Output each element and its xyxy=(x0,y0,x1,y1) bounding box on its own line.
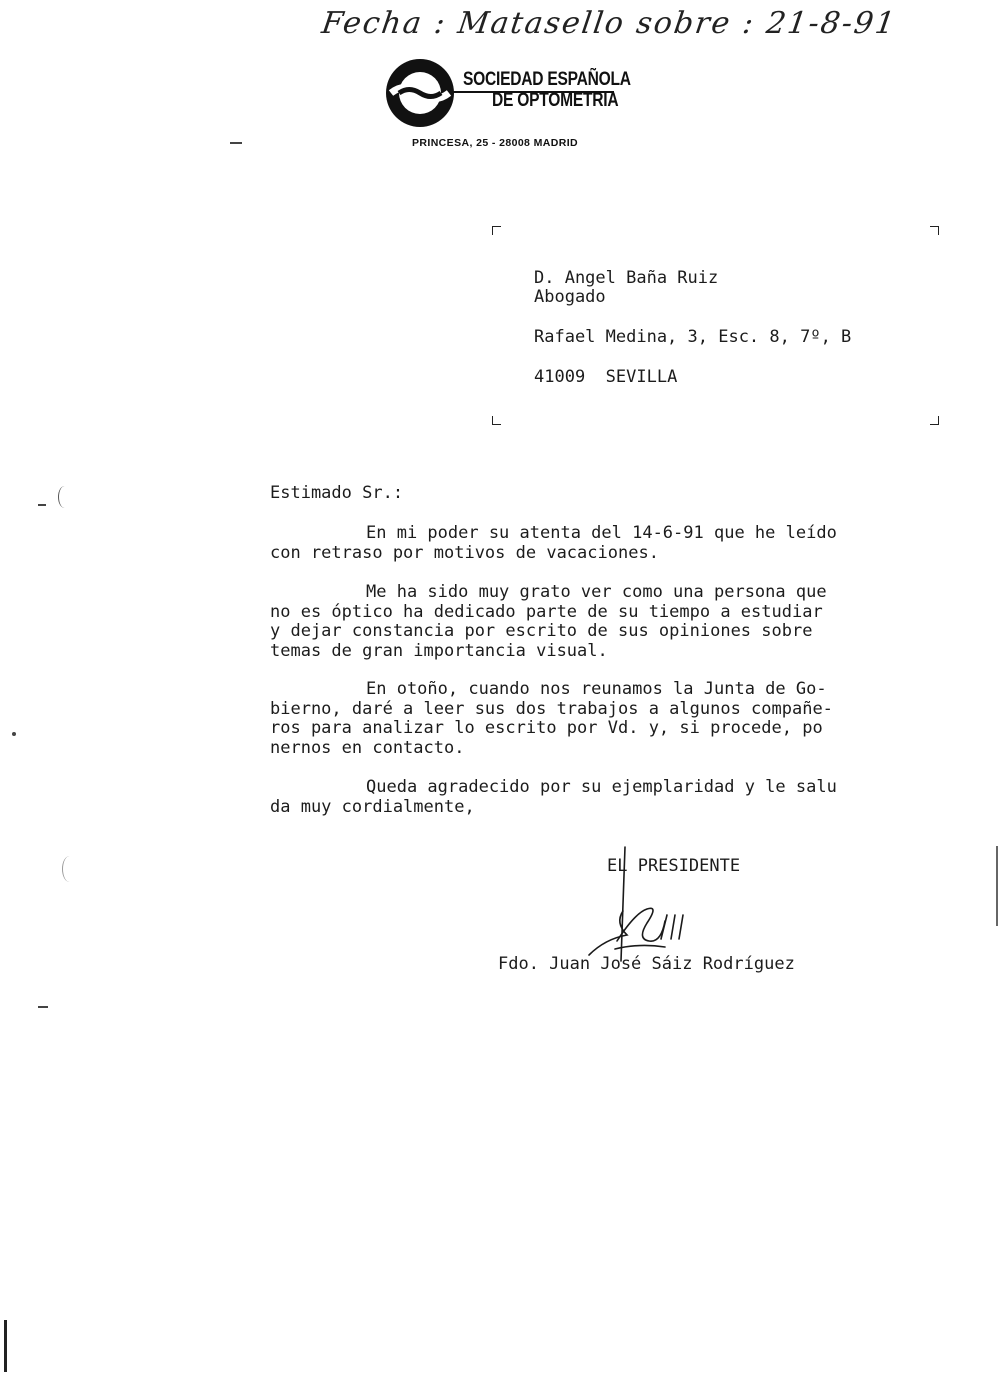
salutation: Estimado Sr.: xyxy=(270,483,404,503)
handwritten-date-note: Fecha : Matasello sobre : 21-8-91 xyxy=(319,6,899,41)
paragraph-2 xyxy=(270,583,827,661)
recipient-title: Abogado xyxy=(534,287,606,307)
margin-mark xyxy=(38,504,46,506)
paragraph-line: ros para analizar lo escrito por Vd. y, si procede, po xyxy=(270,718,823,738)
paragraph-line: nernos en contacto. xyxy=(270,737,465,758)
window-corner-top-left xyxy=(492,226,501,235)
margin-mark xyxy=(58,486,71,508)
org-name-line-2: DE OPTOMETRIA xyxy=(492,90,619,111)
window-corner-bottom-left xyxy=(492,416,501,425)
paragraph-line: y dejar constancia por escrito de sus opiniones sobre xyxy=(270,621,813,641)
paragraph-3 xyxy=(270,680,833,758)
signature-role: EL PRESIDENTE xyxy=(607,856,741,876)
recipient-postal-code: 41009 xyxy=(534,367,586,387)
recipient-city-line xyxy=(534,368,677,388)
signed-by: Fdo. Juan José Sáiz Rodríguez xyxy=(498,954,795,974)
recipient-street: Rafael Medina, 3, Esc. 8, 7º, B xyxy=(534,327,852,347)
window-corner-top-right xyxy=(930,226,939,235)
edge-shadow xyxy=(4,1320,7,1372)
paragraph-line: Queda agradecido por su ejemplaridad y le salu xyxy=(366,777,837,797)
org-name-line-1: SOCIEDAD ESPAÑOLA xyxy=(463,69,631,90)
margin-mark xyxy=(230,142,242,144)
paragraph-line: bierno, daré a leer sus dos trabajos a algunos compañe- xyxy=(270,698,833,719)
paragraph-line: da muy cordialmente, xyxy=(270,796,475,817)
paragraph-line: En otoño, cuando nos reunamos la Junta de Go- xyxy=(366,679,827,699)
recipient-name: D. Angel Baña Ruiz xyxy=(534,268,719,288)
edge-shadow xyxy=(996,846,998,926)
recipient-city: SEVILLA xyxy=(605,367,678,387)
paragraph-1 xyxy=(270,524,837,563)
paragraph-4 xyxy=(270,778,837,817)
margin-mark xyxy=(62,856,77,882)
margin-mark xyxy=(38,1006,48,1008)
paragraph-line: En mi poder su atenta del 14-6-91 que he leído xyxy=(366,523,837,543)
paragraph-line: con retraso por motivos de vacaciones. xyxy=(270,542,659,563)
margin-mark xyxy=(12,732,16,736)
window-corner-bottom-right xyxy=(930,416,939,425)
paragraph-line: no es óptico ha dedicado parte de su tiempo a estudiar xyxy=(270,601,823,622)
org-address: PRINCESA, 25 - 28008 MADRID xyxy=(412,137,579,149)
paragraph-line: Me ha sido muy grato ver como una persona que xyxy=(366,582,827,602)
paragraph-line: temas de gran importancia visual. xyxy=(270,640,608,661)
society-logo-icon xyxy=(385,58,455,128)
